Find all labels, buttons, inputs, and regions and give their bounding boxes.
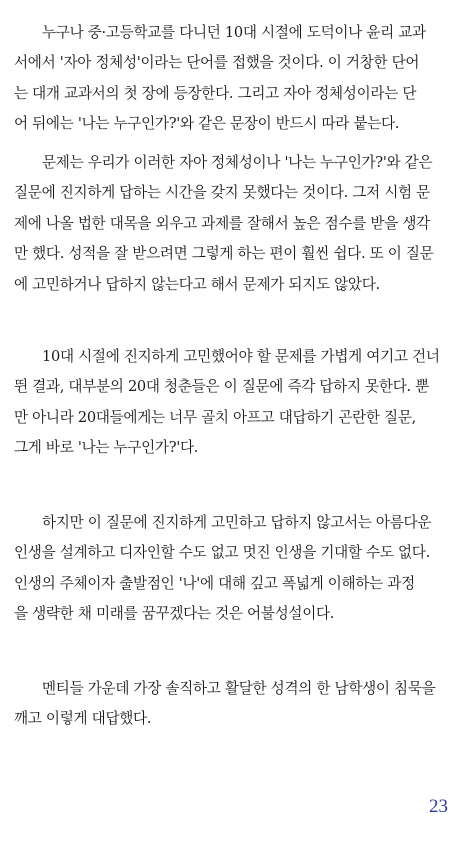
text-line: 어 뒤에는 '나는 누구인가?'와 같은 문장이 반드시 따라 붙는다. [14,115,400,133]
text-line: 에 고민하거나 답하지 않는다고 해서 문제가 되지도 않았다. [14,275,380,293]
paragraph-5 [14,674,456,735]
paragraph-2 [14,148,456,300]
text-line: 10대 시절에 진지하게 고민했어야 할 문제를 가볍게 여기고 건너 [42,348,440,365]
text-line: 깨고 이렇게 대답했다. [14,710,152,728]
text-line: 인생의 주체이자 출발점인 '나'에 대해 깊고 폭넓게 이해하는 과정 [14,574,415,592]
text-line: 을 생략한 채 미래를 꿈꾸겠다는 것은 어불성설이다. [14,605,335,623]
text-line: 서에서 '자아 정체성'이라는 단어를 접했을 것이다. 이 거창한 단어 [14,54,420,72]
text-line: 멘티들 가운데 가장 솔직하고 활달한 성격의 한 남학생이 침묵을 [42,680,436,697]
text-line: 그게 바로 '나는 누구인가?'다. [14,439,199,457]
text-line: 만 했다. 성적을 잘 받으려면 그렇게 하는 편이 훨씬 쉽다. 또 이 질문 [14,245,434,263]
page-number: 23 [429,796,448,817]
text-line: 인생을 설계하고 디자인할 수도 없고 멋진 인생을 기대할 수도 없다. [14,544,430,562]
text-line: 뛴 결과, 대부분의 20대 청춘들은 이 질문에 즉각 답하지 못한다. 뿐 [14,378,429,396]
text-line: 만 아니라 20대들에게는 너무 골치 아프고 대답하기 곤란한 질문, [14,408,416,426]
text-line: 하지만 이 질문에 진지하게 고민하고 답하지 않고서는 아름다운 [42,514,432,531]
paragraph-3 [14,342,456,464]
text-line: 누구나 중·고등학교를 다니던 10대 시절에 도덕이나 윤리 교과 [42,24,426,41]
text-line: 는 대개 교과서의 첫 장에 등장한다. 그리고 자아 정체성이라는 단 [14,84,417,102]
text-line: 문제는 우리가 이러한 자아 정체성이나 '나는 누구인가?'와 같은 [42,154,433,171]
paragraph-4 [14,508,456,630]
paragraph-1 [14,18,456,140]
text-line: 제에 나올 법한 대목을 외우고 과제를 잘해서 높은 점수를 받을 생각 [14,214,430,232]
text-line: 질문에 진지하게 답하는 시간을 갖지 못했다는 것이다. 그저 시험 문 [14,184,430,202]
